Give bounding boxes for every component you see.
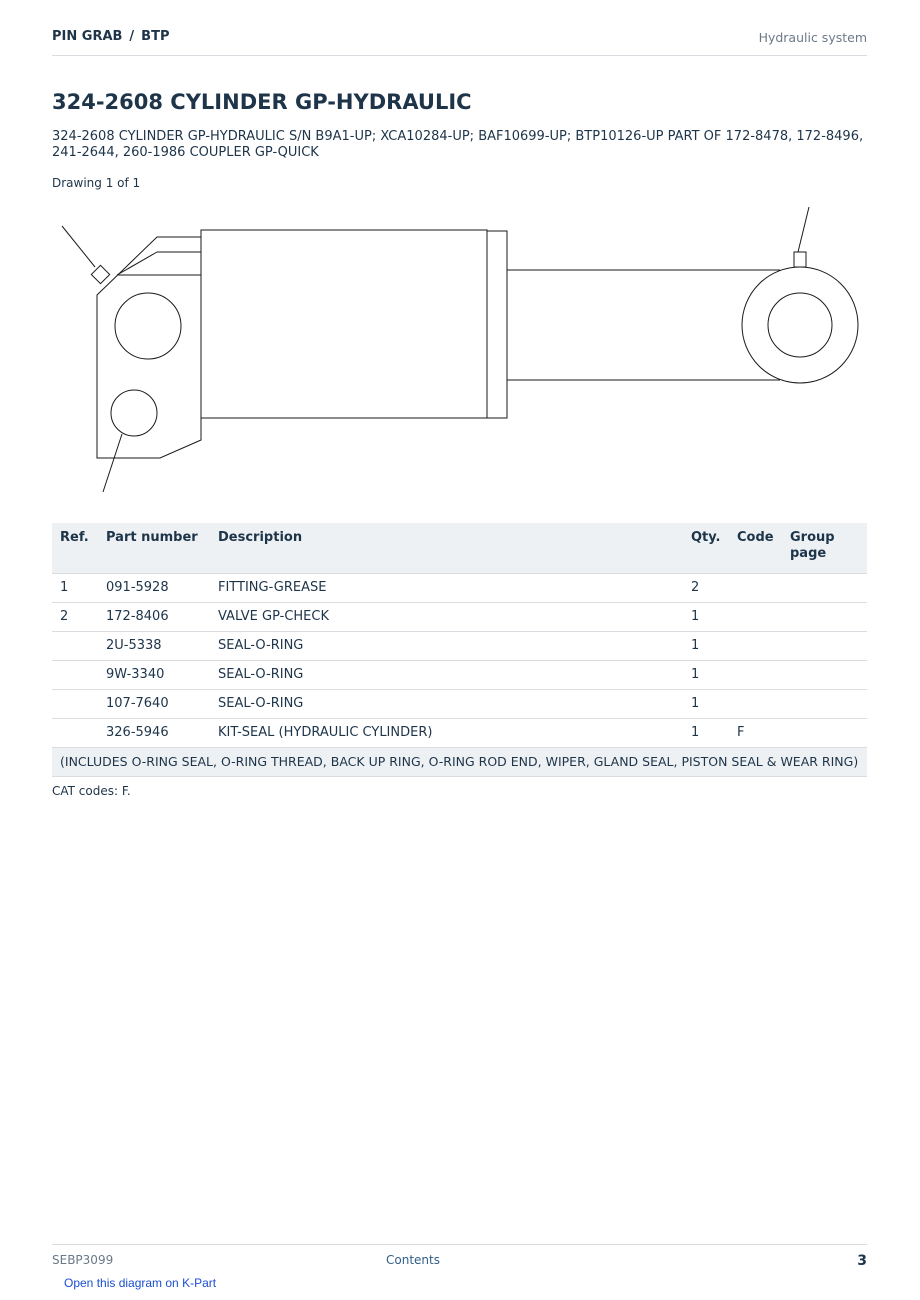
cell-part-number: 9W-3340 <box>98 660 210 689</box>
callout-line-1 <box>798 207 809 252</box>
cell-code <box>729 660 782 689</box>
parts-table <box>52 523 867 777</box>
cell-part-number: 2U-5338 <box>98 631 210 660</box>
breadcrumb <box>52 29 169 44</box>
page-title: 324-2608 CYLINDER GP-HYDRAULIC <box>52 90 472 114</box>
cat-codes: CAT codes: F. <box>52 784 131 798</box>
cell-part-number: 172-8406 <box>98 602 210 631</box>
cell-qty: 1 <box>683 689 729 718</box>
page-header <box>52 29 867 56</box>
port-bore <box>111 390 157 436</box>
cell-code <box>729 631 782 660</box>
cell-group-page <box>782 718 867 747</box>
table-note-row <box>52 747 867 776</box>
cell-description: SEAL-O-RING <box>210 689 683 718</box>
cell-qty: 1 <box>683 660 729 689</box>
table-row <box>52 602 867 631</box>
cylinder-base-block <box>97 237 201 458</box>
cell-code <box>729 602 782 631</box>
base-block-edge <box>117 252 157 275</box>
header-qty: Qty. <box>683 523 729 573</box>
cell-qty: 1 <box>683 631 729 660</box>
cell-ref <box>52 660 98 689</box>
cell-group-page <box>782 689 867 718</box>
cell-ref <box>52 631 98 660</box>
contents-link[interactable]: Contents <box>386 1253 440 1267</box>
cell-ref: 1 <box>52 573 98 602</box>
cylinder-diagram <box>52 200 867 500</box>
table-row <box>52 573 867 602</box>
cell-part-number: 107-7640 <box>98 689 210 718</box>
cell-qty: 1 <box>683 602 729 631</box>
page-footer <box>52 1244 867 1274</box>
document-id: SEBP3099 <box>52 1253 114 1267</box>
kit-contents-note: (INCLUDES O-RING SEAL, O-RING THREAD, BACK UP RING, O-RING ROD END, WIPER, GLAND SEAL, PISTON SEAL & WEAR RING) <box>52 747 867 776</box>
cell-qty: 2 <box>683 573 729 602</box>
cell-group-page <box>782 602 867 631</box>
cell-description: KIT-SEAL (HYDRAULIC CYLINDER) <box>210 718 683 747</box>
drawing-label: Drawing 1 of 1 <box>52 176 141 190</box>
cell-part-number: 326-5946 <box>98 718 210 747</box>
parts-table-header <box>52 523 867 573</box>
base-pin-bore <box>115 293 181 359</box>
cell-ref <box>52 718 98 747</box>
cell-code <box>729 573 782 602</box>
cell-description: FITTING-GREASE <box>210 573 683 602</box>
header-ref: Ref. <box>52 523 98 573</box>
breadcrumb-item-pin-grab[interactable]: PIN GRAB <box>52 29 123 44</box>
table-row <box>52 660 867 689</box>
header-description: Description <box>210 523 683 573</box>
cell-group-page <box>782 631 867 660</box>
rod-eye-outer <box>742 267 858 383</box>
callout-line-3 <box>103 434 122 492</box>
cell-description: VALVE GP-CHECK <box>210 602 683 631</box>
cell-code: F <box>729 718 782 747</box>
cell-description: SEAL-O-RING <box>210 660 683 689</box>
cylinder-head <box>487 231 507 418</box>
page-subtitle: 324-2608 CYLINDER GP-HYDRAULIC S/N B9A1-UP; XCA10284-UP; BAF10699-UP; BTP10126-UP PART OF 172-8478, 172-8496, 241-2644, 260-1986 COUPLER GP-QUICK <box>52 129 864 160</box>
cell-code <box>729 689 782 718</box>
breadcrumb-item-btp[interactable]: BTP <box>141 29 170 44</box>
header-part-number: Part number <box>98 523 210 573</box>
section-label: Hydraulic system <box>758 30 867 45</box>
cell-group-page <box>782 660 867 689</box>
breadcrumb-separator: / <box>129 29 135 44</box>
header-code: Code <box>729 523 782 573</box>
kpart-link[interactable]: Open this diagram on K-Part <box>64 1276 217 1290</box>
cell-ref <box>52 689 98 718</box>
table-row <box>52 718 867 747</box>
callout-line-2 <box>62 226 95 267</box>
grease-fitting-rod <box>794 252 806 267</box>
cell-qty: 1 <box>683 718 729 747</box>
table-row <box>52 631 867 660</box>
header-group-page: Group page <box>782 523 867 573</box>
page-number: 3 <box>857 1253 867 1269</box>
rod-eye-bore <box>768 293 832 357</box>
table-row <box>52 689 867 718</box>
cell-description: SEAL-O-RING <box>210 631 683 660</box>
cell-group-page <box>782 573 867 602</box>
grease-fitting-base <box>91 265 109 283</box>
cylinder-barrel <box>201 230 487 418</box>
cell-part-number: 091-5928 <box>98 573 210 602</box>
cell-ref: 2 <box>52 602 98 631</box>
